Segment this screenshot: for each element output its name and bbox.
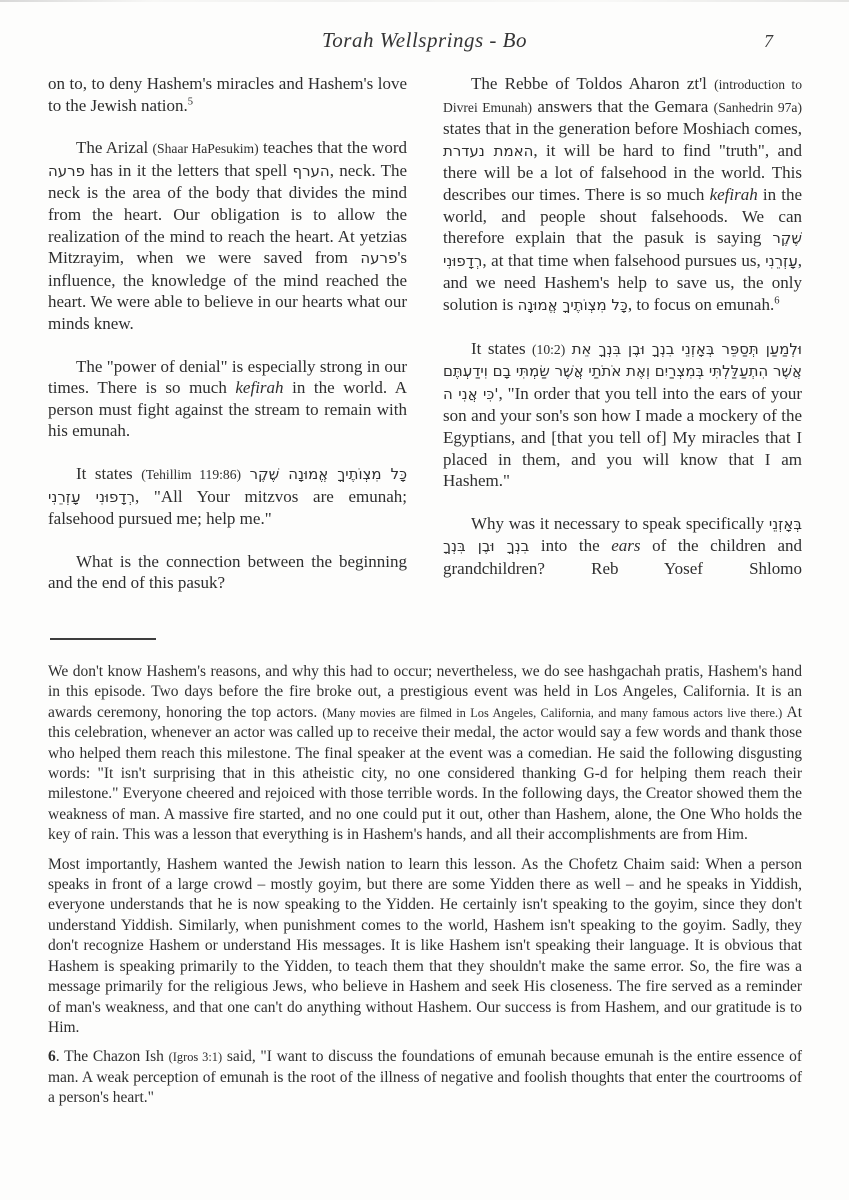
footnote-ref: 5: [187, 95, 194, 107]
text-segment: , "All Your mitzvos are emunah; falsehood pursued me; help me.": [48, 486, 407, 529]
paragraph: [443, 513, 802, 580]
right-column: [443, 73, 802, 615]
text-segment: teaches that the word: [258, 138, 407, 158]
left-column: [48, 73, 407, 615]
text-segment: kefirah: [235, 378, 284, 398]
paragraph: [48, 463, 407, 530]
text-segment: said, "I want to discuss the foundations of emunah because emunah is the entire essence of man. A weak perception of emunah is the root of the illness of negative and foolish thoughts that enter the courtrooms of a person's heart.": [48, 1048, 802, 1107]
source-citation: (Shaar HaPesukim): [152, 141, 259, 157]
hebrew-text: עָזְרֵנִי: [765, 251, 798, 270]
text-segment: It states: [471, 338, 533, 358]
text-segment: We don't know Hashem's reasons, and why this had to occur; nevertheless, we do see hashgachah pratis, Hashem's hand in this episode. Two days before the fire broke out, a prestigious event was held in Los Angeles, California. It is an awards ceremony, honoring the top actors.: [48, 663, 802, 721]
text-segment: What is the connection between the beginning and the end of this pasuk?: [48, 551, 407, 593]
text-segment: , and we need Hashem's help to save us, the only solution is: [443, 250, 802, 314]
paragraph: [48, 1047, 802, 1108]
hebrew-text: כָּל מִצְוֹתֶיךָ אֱמוּנָה: [517, 295, 628, 314]
source-citation: (introduction to Divrei Emunah): [443, 77, 802, 115]
text-segment: has in it the letters that spell: [84, 160, 293, 180]
text-segment: , "In order that you tell into the ears of your son and your son's son how I made a mockery of the Egyptians, and [that you tell of] My miracles that I placed in them, and you will know that I am Hashem.": [443, 383, 802, 491]
paragraph: [48, 137, 407, 334]
page-number: 7: [764, 31, 773, 51]
hebrew-text: פרעה: [360, 249, 398, 268]
text-segment: . The Chazon Ish: [55, 1048, 169, 1066]
hebrew-text: הערף: [292, 161, 330, 180]
text-segment: , at that time when falsehood pursues us,: [482, 250, 766, 270]
paragraph: [48, 356, 407, 442]
text-segment: , to focus on emunah.: [627, 294, 775, 314]
text-segment: 6: [48, 1048, 56, 1066]
footnote-body: [48, 662, 802, 1109]
footnote-separator: [50, 638, 156, 640]
text-segment: in the world, and people shout falsehoods. We can therefore explain that the pasuk is saying: [443, 184, 802, 248]
text-segment: into the: [529, 536, 612, 556]
source-citation: (Many movies are filmed in Los Angeles, California, and many famous actors live there.): [322, 705, 783, 720]
paragraph: [48, 662, 802, 846]
footnotes-section: [48, 630, 802, 1118]
hebrew-text: בְּאָזְנֵי בִנְךָ וּבֶן בִּנְךָ: [443, 514, 802, 556]
text-segment: , neck. The neck is the area of the body that divides the mind from the heart. Our obligation is to allow the realization of the mind to reach the heart. At yetzias Mitzrayim, when we were saved from: [48, 160, 407, 268]
footnote-ref: 6: [774, 295, 780, 307]
source-citation: (Igros 3:1): [168, 1050, 223, 1065]
source-citation: (Tehillim 119:86): [141, 466, 242, 482]
text-segment: Why was it necessary to speak specifically: [471, 513, 769, 533]
text-segment: The Rebbe of Toldos Aharon zt'l: [471, 74, 715, 93]
source-citation: (10:2): [532, 341, 566, 357]
text-segment: The "power of denial" is especially strong in our times. There is so much: [48, 356, 407, 398]
text-segment: The Arizal: [76, 138, 153, 158]
text-segment: answers that the Gemara: [532, 96, 714, 116]
text-segment: 's influence, the knowledge of the mind reached the heart. We were able to believe in our hearts what our minds knew.: [48, 248, 407, 333]
page-title: Torah Wellsprings - Bo: [322, 28, 527, 52]
text-segment: on to, to deny Hashem's miracles and Hashem's love to the Jewish nation.: [48, 74, 407, 115]
text-segment: ears: [611, 536, 641, 556]
hebrew-text: שֶׁקֶר רְדָפוּנִי: [443, 229, 802, 270]
paragraph: [48, 855, 802, 1039]
paragraph: [48, 73, 407, 116]
paragraph: [48, 551, 407, 594]
text-segment: of the children and grandchildren? Reb Yosef Shlomo: [443, 536, 802, 578]
text-segment: kefirah: [709, 184, 758, 204]
scan-edge-artifact: [0, 0, 849, 2]
page-header: [0, 28, 849, 58]
paragraph: [443, 338, 802, 492]
paragraph: [443, 73, 802, 317]
hebrew-text: וּלְמַעַן תְּסַפֵּר בְּאָזְנֵי בִנְךָ וּבֶן בִּנְךָ אֵת אֲשֶׁר הִתְעַלַּלְתִּי בְּמִצְרַיִם וְאֶת אֹתֹתַי אֲשֶׁר שַׂמְתִּי בָם וִידַעְתֶּם כִּי אֲנִי ה': [443, 339, 803, 403]
text-segment: in the world. A person must fight against the stream to remain with his emunah.: [48, 378, 407, 441]
text-segment: Most importantly, Hashem wanted the Jewish nation to learn this lesson. As the Chofetz Chaim said: When a person speaks in front of a large crowd – mostly goyim, but there are some Yidden there as well – and he speaks in Yiddish, everyone understands that he is now speaking to the Yidden. He certainly isn't speaking to the goyim, since they don't understand Yiddish. Similarly, when punishment comes to the world, Hashem isn't speaking to the goyim. Sadly, they don't recognize Hashem or understand His messages. It is like Hashem isn't speaking their language. It is obvious that Hashem is speaking primarily to the Yidden, to teach them that they shouldn't make the same error. So, the fire was a message primarily for the religious Jews, who believe in Hashem and seek His closeness. The fire served as a reminder of man's weakness, and that one can't do anything without Hashem. Our success is from Hashem, and our gratitude is to Him.: [48, 855, 802, 1036]
text-segment: [241, 464, 250, 483]
body-columns: [48, 73, 802, 615]
hebrew-text: פרעה: [48, 161, 85, 180]
text-segment: It states: [76, 463, 142, 483]
hebrew-text: כָּל מִצְוֹתֶיךָ אֱמוּנָה שֶׁקֶר רְדָפוּנִי עָזְרֵנִי: [48, 464, 408, 506]
text-segment: states that in the generation before Moshiach comes,: [443, 119, 802, 139]
text-segment: At this celebration, whenever an actor was called up to receive their medal, the actor would say a few words and thank those who helped them reach this milestone. The final speaker at the event was a comedian. He said the following disgusting words: "It isn't surprising that in this atheistic city, no one considered thanking G-d for helping them reach their milestone." Everyone cheered and rejoiced with those terrible words. In the following days, the Creator showed them the weakness of man. A massive fire started, and no one could put it out, other than Hashem, alone, the One Who holds the key of rain. This was a lesson that everything is in Hashem's hands, and all their accomplishments are from Him.: [48, 703, 803, 844]
hebrew-text: האמת נעדרת: [443, 141, 534, 160]
text-segment: , it will be hard to find "truth", and there will be a lot of falsehood in the world. This describes our times. There is so much: [443, 140, 802, 204]
source-citation: (Sanhedrin 97a): [713, 99, 802, 115]
